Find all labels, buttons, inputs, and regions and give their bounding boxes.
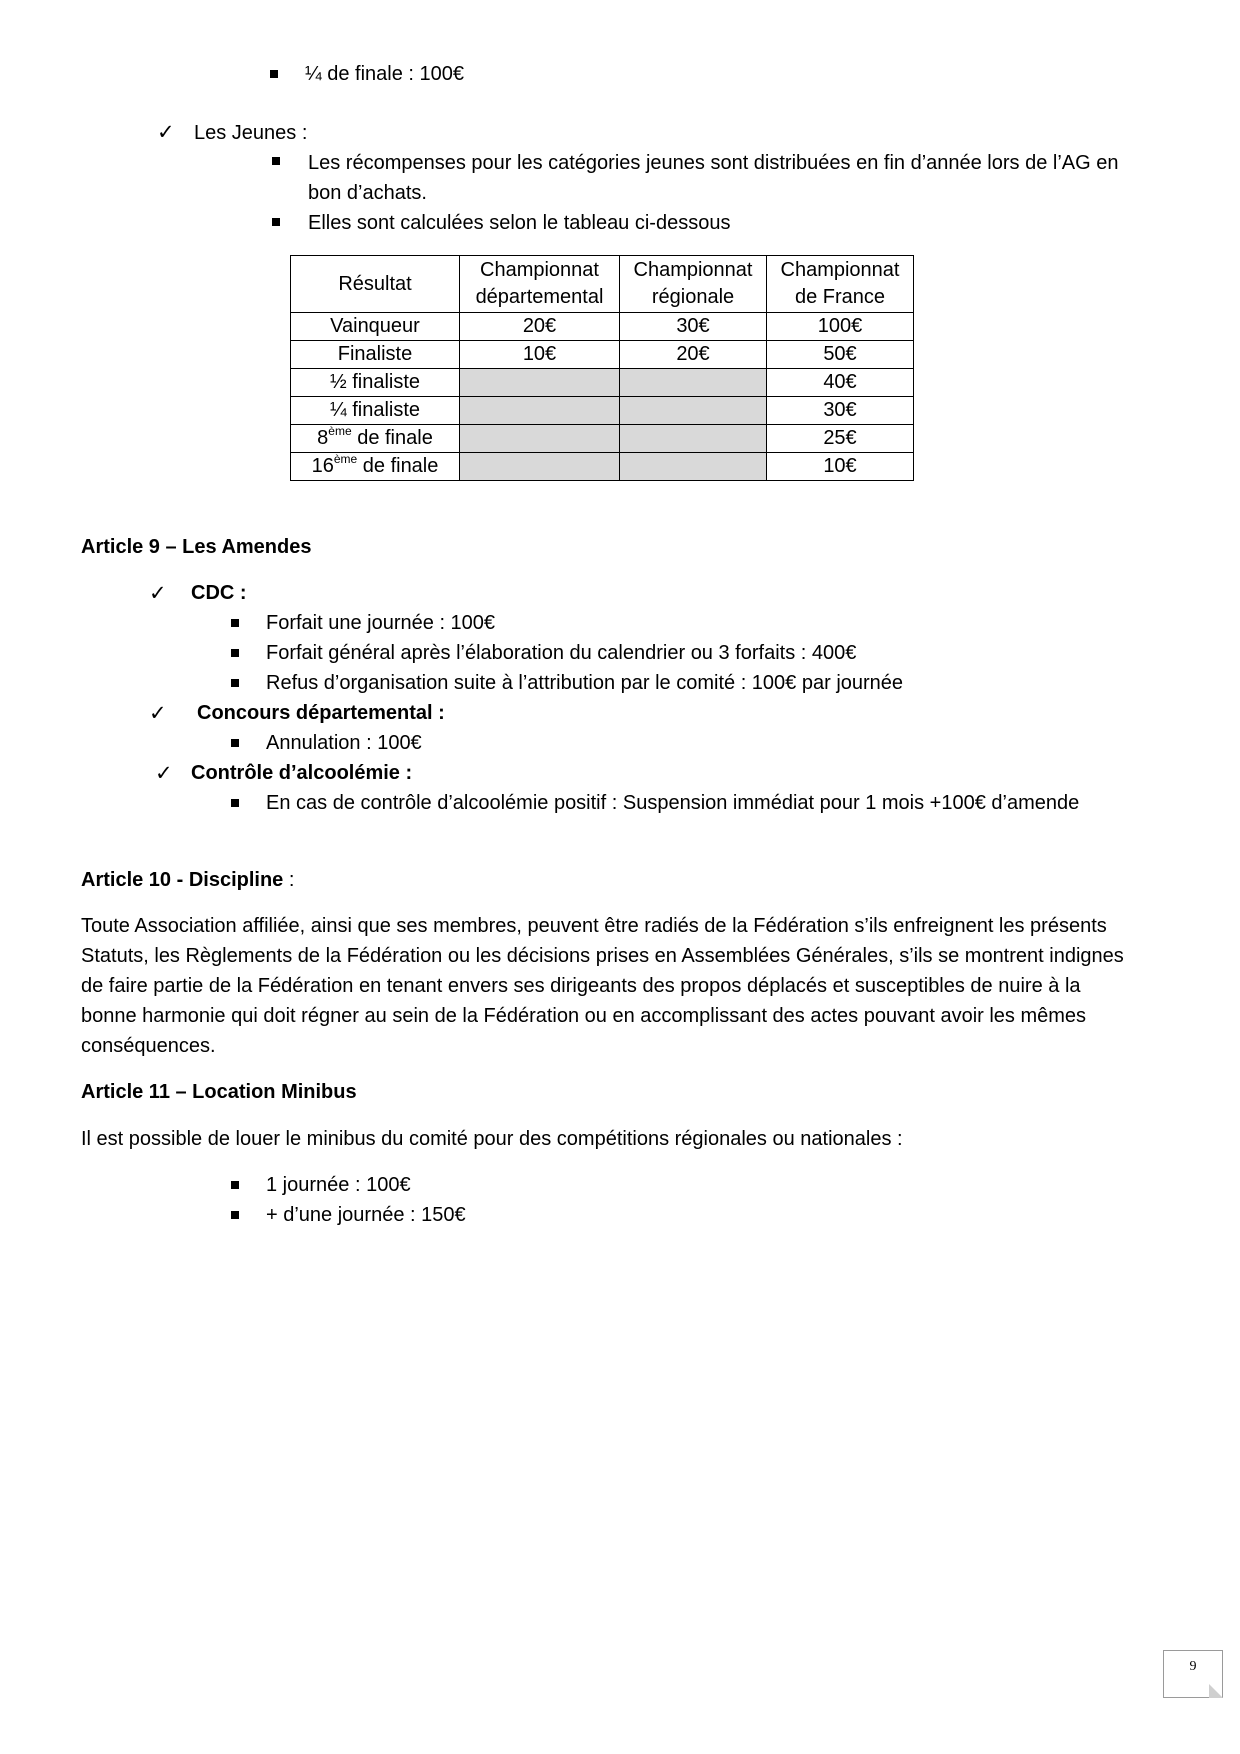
fr-cell: 40€: [767, 369, 914, 397]
result-cell: [291, 425, 460, 453]
table-row: [291, 425, 914, 453]
concours-label: Concours départemental :: [197, 702, 445, 724]
result-cell: [291, 397, 460, 425]
result-text: ¼ finaliste: [329, 399, 421, 421]
checkmark-icon: ✓: [149, 701, 167, 725]
article10-line: Statuts, les Règlements de la Fédération ou les décisions prises en Assemblées Générales, s’ils se montrent indignes: [81, 945, 1124, 967]
result-cell: [291, 341, 460, 369]
fr-cell: 10€: [767, 453, 914, 481]
article10-title: Article 10 - Discipline: [81, 869, 284, 891]
alcool-item: En cas de contrôle d’alcoolémie positif : Suspension immédiat pour 1 mois +100€ d’amende: [266, 792, 1080, 814]
article10-line: de faire partie de la Fédération en tenant envers ses dirigeants des propos déplacés et susceptibles de nuire à la: [81, 975, 1081, 997]
reg-cell-empty: [620, 453, 767, 481]
ordinal-suffix: ème: [328, 424, 352, 438]
jeunes-bullet1-line2: bon d’achats.: [308, 182, 427, 204]
reg-cell-empty: [620, 425, 767, 453]
dep-cell-empty: [460, 397, 620, 425]
reg-cell-empty: [620, 369, 767, 397]
bullet-icon: [231, 679, 239, 687]
result-text: Finaliste: [337, 343, 413, 365]
header-cell-reg: [620, 256, 767, 313]
page-number: 9: [1189, 1659, 1197, 1674]
dep-cell-empty: [460, 453, 620, 481]
bullet-icon: [231, 1181, 239, 1189]
cdc-item: Forfait une journée : 100€: [266, 612, 496, 634]
bullet-icon: [231, 739, 239, 747]
article10-heading: [81, 865, 294, 895]
bullet-icon: [272, 218, 280, 226]
article10-line: Toute Association affiliée, ainsi que ses membres, peuvent être radiés de la Fédération s’ils enfreignent les présents: [81, 915, 1107, 937]
reg-cell: 30€: [620, 313, 767, 341]
article9-title: Article 9 – Les Amendes: [81, 536, 312, 558]
header-cell-dep: [460, 256, 620, 313]
result-suffix: de finale: [357, 455, 439, 477]
ordinal-suffix: ème: [333, 452, 358, 466]
table-row: [291, 341, 914, 369]
jeunes-bullet1-line1: Les récompenses pour les catégories jeunes sont distribuées en fin d’année lors de l’AG en: [308, 152, 1119, 174]
fr-cell: 100€: [767, 313, 914, 341]
header-text: Championnat: [480, 259, 599, 281]
article10-line: conséquences.: [81, 1035, 216, 1057]
article10-line: bonne harmonie qui doit régner au sein de la Fédération ou en accomplissant des actes pouvant avoir les mêmes: [81, 1005, 1087, 1027]
bullet-icon: [272, 157, 280, 165]
quarter-final-text: ¼ de finale : 100€: [305, 63, 465, 85]
bullet-icon: [231, 1211, 239, 1219]
concours-item: Annulation : 100€: [266, 732, 422, 754]
minibus-item: + d’une journée : 150€: [266, 1204, 466, 1226]
table-row: [291, 369, 914, 397]
result-cell: [291, 313, 460, 341]
header-text: régionale: [651, 286, 735, 308]
rewards-table: [290, 255, 914, 481]
dep-cell: 10€: [460, 341, 620, 369]
minibus-item: 1 journée : 100€: [266, 1174, 411, 1196]
bullet-icon: [231, 619, 239, 627]
result-text: 16: [311, 455, 334, 477]
fr-cell: 30€: [767, 397, 914, 425]
result-text: Vainqueur: [330, 315, 420, 337]
article10-title-suffix: :: [283, 869, 295, 891]
table-row: [291, 313, 914, 341]
alcool-label: Contrôle d’alcoolémie :: [191, 762, 413, 784]
jeunes-label: Les Jeunes :: [194, 122, 308, 144]
jeunes-bullet2: Elles sont calculées selon le tableau ci-dessous: [308, 212, 731, 234]
fr-cell: 50€: [767, 341, 914, 369]
cdc-item: Forfait général après l’élaboration du calendrier ou 3 forfaits : 400€: [266, 642, 857, 664]
header-text: de France: [794, 286, 886, 308]
page-number-box: [1163, 1650, 1223, 1698]
result-text: 8: [317, 427, 329, 449]
dep-cell-empty: [460, 369, 620, 397]
cdc-item: Refus d’organisation suite à l’attribution par le comité : 100€ par journée: [266, 672, 904, 694]
dep-cell: 20€: [460, 313, 620, 341]
table-header-row: [291, 256, 914, 313]
cdc-label: CDC :: [191, 582, 247, 604]
result-cell: [291, 369, 460, 397]
bullet-icon: [231, 649, 239, 657]
article11-title: Article 11 – Location Minibus: [81, 1081, 357, 1103]
reg-cell-empty: [620, 397, 767, 425]
article11-intro: Il est possible de louer le minibus du comité pour des compétitions régionales ou nationales :: [81, 1128, 903, 1150]
result-cell: [291, 453, 460, 481]
bullet-icon: [270, 70, 278, 78]
header-text: départemental: [475, 286, 604, 308]
result-text: ½ finaliste: [329, 371, 421, 393]
checkmark-icon: ✓: [157, 120, 175, 144]
checkmark-icon: ✓: [155, 761, 173, 785]
table-row: [291, 453, 914, 481]
header-cell-fr: [767, 256, 914, 313]
header-cell-result: [291, 256, 460, 313]
reg-cell: 20€: [620, 341, 767, 369]
fr-cell: 25€: [767, 425, 914, 453]
header-text: Championnat: [633, 259, 753, 281]
header-text: Résultat: [338, 272, 412, 295]
table-row: [291, 397, 914, 425]
header-text: Championnat: [780, 259, 900, 281]
bullet-icon: [231, 799, 239, 807]
dep-cell-empty: [460, 425, 620, 453]
result-suffix: de finale: [351, 427, 433, 449]
page-fold-icon: [1209, 1684, 1223, 1698]
checkmark-icon: ✓: [149, 581, 167, 605]
